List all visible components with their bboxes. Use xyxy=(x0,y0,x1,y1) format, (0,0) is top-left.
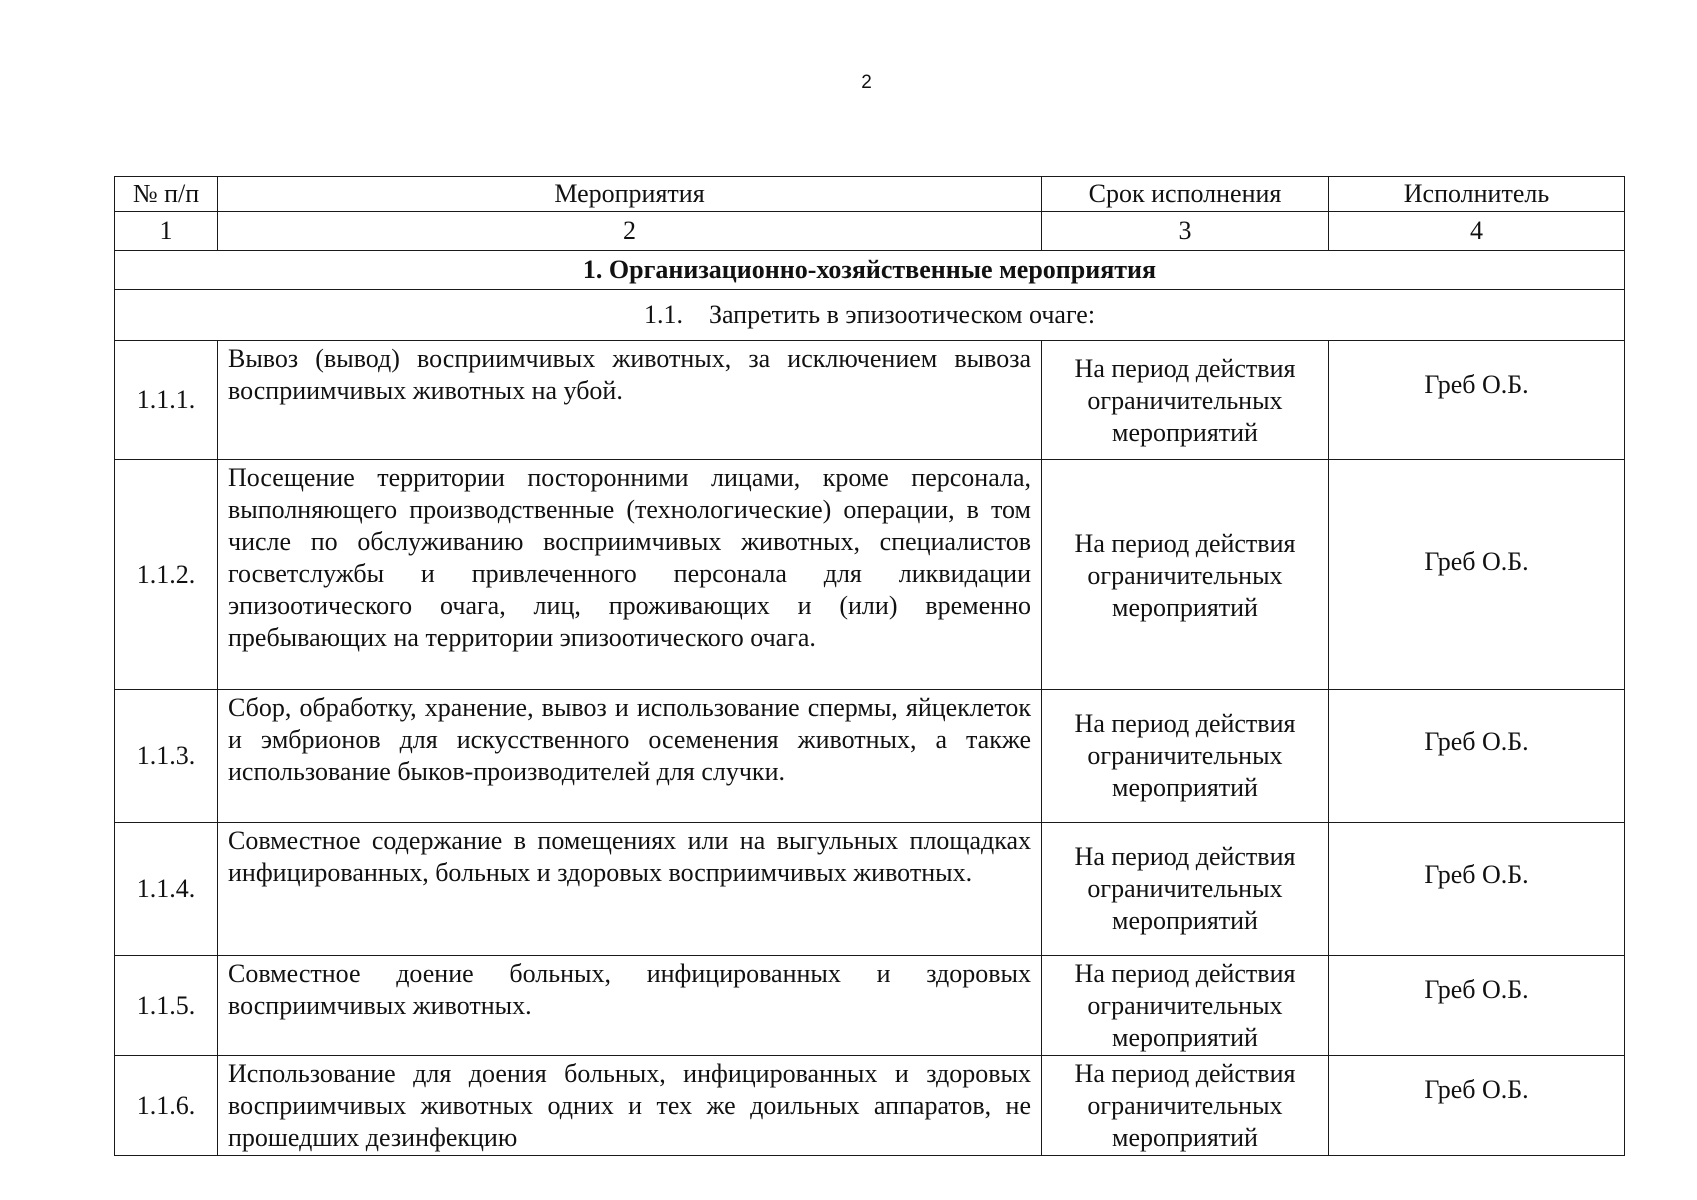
column-number: 1 xyxy=(115,212,218,251)
column-number: 2 xyxy=(218,212,1042,251)
row-executor: Греб О.Б. xyxy=(1329,956,1625,1056)
row-executor: Греб О.Б. xyxy=(1329,1056,1625,1156)
row-number: 1.1.4. xyxy=(115,823,218,956)
subsection-number: 1.1. xyxy=(643,300,683,329)
header-deadline: Срок исполнения xyxy=(1042,177,1329,212)
subsection-row xyxy=(115,290,1625,341)
subsection-cell xyxy=(115,290,1625,341)
table-row xyxy=(115,690,1625,823)
row-number: 1.1.6. xyxy=(115,1056,218,1156)
row-term: На период действия ограничительных мероприятий xyxy=(1042,341,1329,460)
header-number: № п/п xyxy=(115,177,218,212)
row-number: 1.1.3. xyxy=(115,690,218,823)
row-number: 1.1.1. xyxy=(115,341,218,460)
row-term: На период действия ограничительных мероприятий xyxy=(1042,690,1329,823)
row-action: Использование для доения больных, инфицированных и здоровых восприимчивых животных одних и тех же доильных аппаратов, не прошедших дезинфекцию xyxy=(218,1056,1042,1156)
row-number: 1.1.5. xyxy=(115,956,218,1056)
row-action: Сбор, обработку, хранение, вывоз и использование спермы, яйцеклеток и эмбрионов для искусственного осеменения животных, а также использование быков-производителей для случки. xyxy=(218,690,1042,823)
table-row xyxy=(115,341,1625,460)
row-term: На период действия ограничительных мероприятий xyxy=(1042,823,1329,956)
row-executor: Греб О.Б. xyxy=(1329,460,1625,690)
table-row xyxy=(115,956,1625,1056)
column-number: 3 xyxy=(1042,212,1329,251)
row-term: На период действия ограничительных мероприятий xyxy=(1042,1056,1329,1156)
row-action: Посещение территории посторонними лицами, кроме персонала, выполняющего производственные (технологические) операции, в том числе по обслуживанию восприимчивых животных, специалистов госветслужбы и привлеченного персонала для ликвидации эпизоотического очага, лиц, проживающих и (или) временно пребывающих на территории эпизоотического очага. xyxy=(218,460,1042,690)
row-executor: Греб О.Б. xyxy=(1329,823,1625,956)
column-number: 4 xyxy=(1329,212,1625,251)
section-row xyxy=(115,251,1625,290)
subsection-text: Запретить в эпизоотическом очаге: xyxy=(708,300,1096,329)
section-title: 1. Организационно-хозяйственные мероприятия xyxy=(115,251,1625,290)
row-term: На период действия ограничительных мероприятий xyxy=(1042,956,1329,1056)
row-executor: Греб О.Б. xyxy=(1329,690,1625,823)
page-number: 2 xyxy=(861,72,872,93)
row-term: На период действия ограничительных мероприятий xyxy=(1042,460,1329,690)
table-row xyxy=(115,1056,1625,1156)
row-action: Совместное содержание в помещениях или на выгульных площадках инфицированных, больных и здоровых восприимчивых животных. xyxy=(218,823,1042,956)
header-measures: Мероприятия xyxy=(218,177,1042,212)
table-row xyxy=(115,823,1625,956)
row-action: Совместное доение больных, инфицированных и здоровых восприимчивых животных. xyxy=(218,956,1042,1056)
row-executor: Греб О.Б. xyxy=(1329,341,1625,460)
row-action: Вывоз (вывод) восприимчивых животных, за исключением вывоза восприимчивых животных на убой. xyxy=(218,341,1042,460)
table-header-row xyxy=(115,177,1625,212)
row-number: 1.1.2. xyxy=(115,460,218,690)
measures-table xyxy=(114,176,1625,1156)
header-executor: Исполнитель xyxy=(1329,177,1625,212)
column-numbers-row xyxy=(115,212,1625,251)
table-row xyxy=(115,460,1625,690)
